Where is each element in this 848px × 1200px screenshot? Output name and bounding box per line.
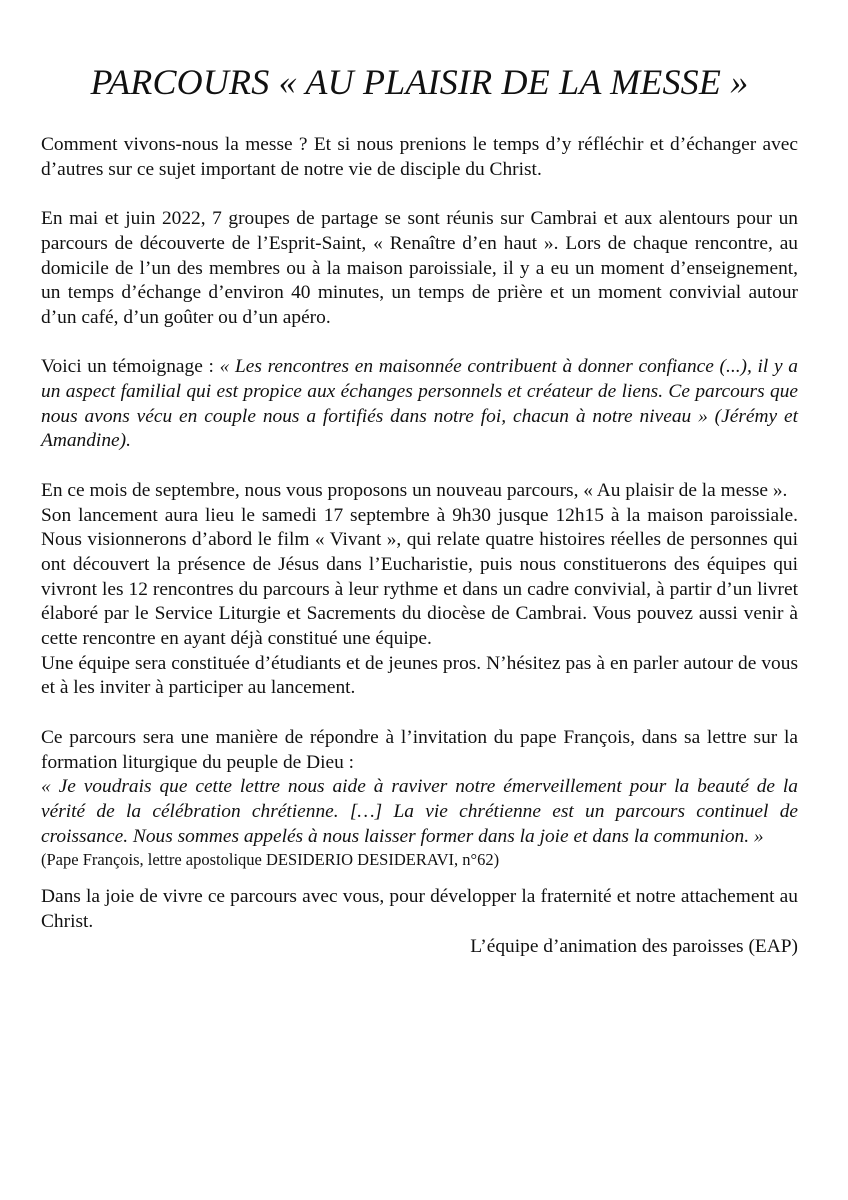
- students-paragraph: Une équipe sera constituée d’étudiants et de jeunes pros. N’hésitez pas à en parler autour de vous et à les inviter à participer au lancement.: [41, 652, 798, 699]
- testimony-quote: « Les rencontres en maisonnée contribuent à donner confiance (...), il y a un aspect familial qui est propice aux échanges personnels et créateur de liens. Ce parcours que nous avons vécu en couple nous a fortifiés dans notre foi, chacun à notre niveau » (Jérémy et Amandine).: [41, 356, 798, 452]
- page-title: PARCOURS « AU PLAISIR DE LA MESSE »: [90, 62, 749, 102]
- launch-paragraph: Son lancement aura lieu le samedi 17 septembre à 9h30 jusque 12h15 à la maison paroissiale. Nous visionnerons d’abord le film « Vivant », qui relate quatre histoires réelles de personnes qui ont découvert la présence de Jésus dans l’Eucharistie, puis nous constituerons des équipes qui vivront les 12 rencontres du parcours à leur rythme et dans un cadre convivial, à partir d’un livret élaboré par le Service Liturgie et Sacrements du diocèse de Cambrai. Vous pouvez aussi venir à cette rencontre en ayant déjà constitué une équipe.: [41, 504, 798, 650]
- intro-paragraph: Comment vivons-nous la messe ? Et si nous prenions le temps d’y réfléchir et d’échanger avec d’autres sur ce sujet important de notre vie de disciple du Christ.: [41, 134, 798, 180]
- pope-intro-paragraph: Ce parcours sera une manière de répondre à l’invitation du pape François, dans sa lettre sur la formation liturgique du peuple de Dieu :: [41, 726, 798, 773]
- document-page: [41, 52, 798, 959]
- pope-quote: « Je voudrais que cette lettre nous aide à raviver notre émerveillement pour la beauté de la vérité de la célébration chrétienne. […] La vie chrétienne est un parcours continuel de croissance. Nous sommes appelés à nous laisser former dans la joie et dans la communion. »: [41, 776, 798, 847]
- signature: L’équipe d’animation des paroisses (EAP): [470, 935, 798, 957]
- closing-paragraph: Dans la joie de vivre ce parcours avec vous, pour développer la fraternité et notre attachement au Christ.: [41, 886, 798, 933]
- testimony-paragraph: [41, 355, 798, 454]
- testimony-lead: Voici un témoignage :: [41, 356, 220, 378]
- proposal-paragraph: En ce mois de septembre, nous vous proposons un nouveau parcours, « Au plaisir de la messe ».: [41, 479, 788, 501]
- pope-citation: (Pape François, lettre apostolique DESIDERIO DESIDERAVI, n°62): [41, 850, 500, 870]
- history-paragraph: En mai et juin 2022, 7 groupes de partage se sont réunis sur Cambrai et aux alentours pour un parcours de découverte de l’Esprit-Saint, « Renaître d’en haut ». Lors de chaque rencontre, au domicile de l’un des membres ou à la maison paroissiale, il y a eu un moment d’enseignement, un temps d’échange d’environ 40 minutes, un temps de prière et un moment convivial autour d’un café, d’un goûter ou d’un apéro.: [41, 208, 798, 328]
